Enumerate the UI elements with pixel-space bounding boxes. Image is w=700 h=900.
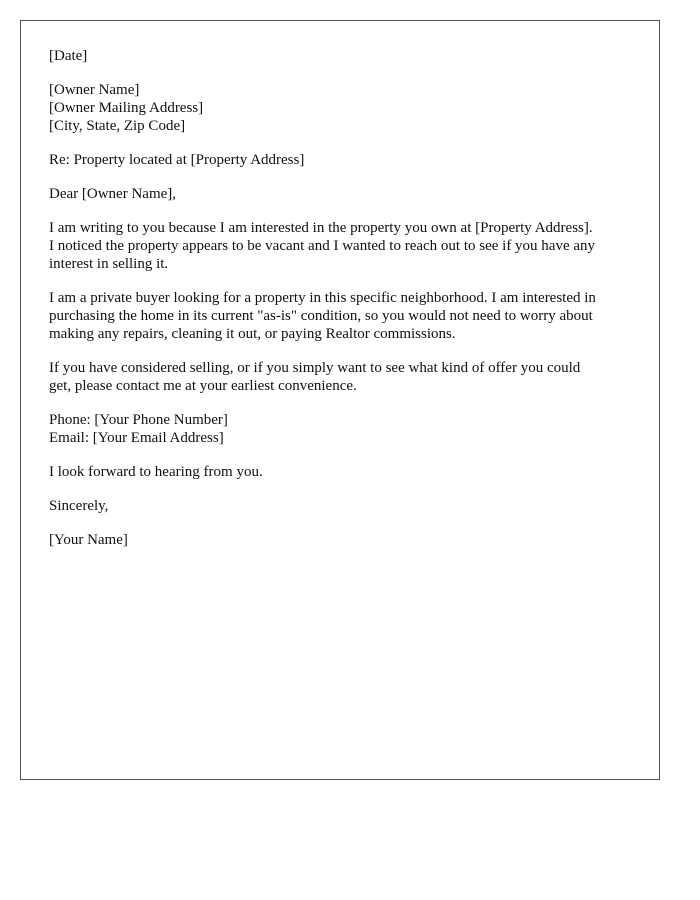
- date-block: [49, 47, 631, 65]
- owner-city-state-zip: [City, State, Zip Code]: [49, 118, 186, 134]
- closing-line: I look forward to hearing from you.: [49, 464, 263, 480]
- paragraph-line: I am writing to you because I am interested in the property you own at [Property Address].: [49, 220, 593, 236]
- salutation: Dear [Owner Name],: [49, 186, 177, 202]
- closing-line-block: [49, 463, 631, 481]
- paragraph-line: purchasing the home in its current "as-is" condition, so you would not need to worry about: [49, 308, 593, 324]
- body-paragraph-2: [49, 289, 631, 343]
- body-paragraph-1: [49, 219, 631, 273]
- paragraph-line: get, please contact me at your earliest convenience.: [49, 378, 357, 394]
- letter-date: [Date]: [49, 48, 88, 64]
- contact-phone: Phone: [Your Phone Number]: [49, 412, 228, 428]
- contact-block: [49, 411, 631, 447]
- contact-email: Email: [Your Email Address]: [49, 430, 224, 446]
- signature-name: [Your Name]: [49, 532, 128, 548]
- owner-name: [Owner Name]: [49, 82, 140, 98]
- recipient-address-block: [49, 81, 631, 135]
- paragraph-line: interest in selling it.: [49, 256, 169, 272]
- sign-off: Sincerely,: [49, 498, 109, 514]
- paragraph-line: I am a private buyer looking for a property in this specific neighborhood. I am interested in: [49, 290, 596, 306]
- letter-page: [20, 20, 660, 780]
- body-paragraph-3: [49, 359, 631, 395]
- subject-block: [49, 151, 631, 169]
- signature-block: [49, 531, 631, 549]
- owner-mailing-address: [Owner Mailing Address]: [49, 100, 204, 116]
- paragraph-line: I noticed the property appears to be vacant and I wanted to reach out to see if you have any: [49, 238, 596, 254]
- salutation-block: [49, 185, 631, 203]
- subject-line: Re: Property located at [Property Address]: [49, 152, 305, 168]
- paragraph-line: If you have considered selling, or if you simply want to see what kind of offer you could: [49, 360, 581, 376]
- sign-off-block: [49, 497, 631, 515]
- paragraph-line: making any repairs, cleaning it out, or paying Realtor commissions.: [49, 326, 456, 342]
